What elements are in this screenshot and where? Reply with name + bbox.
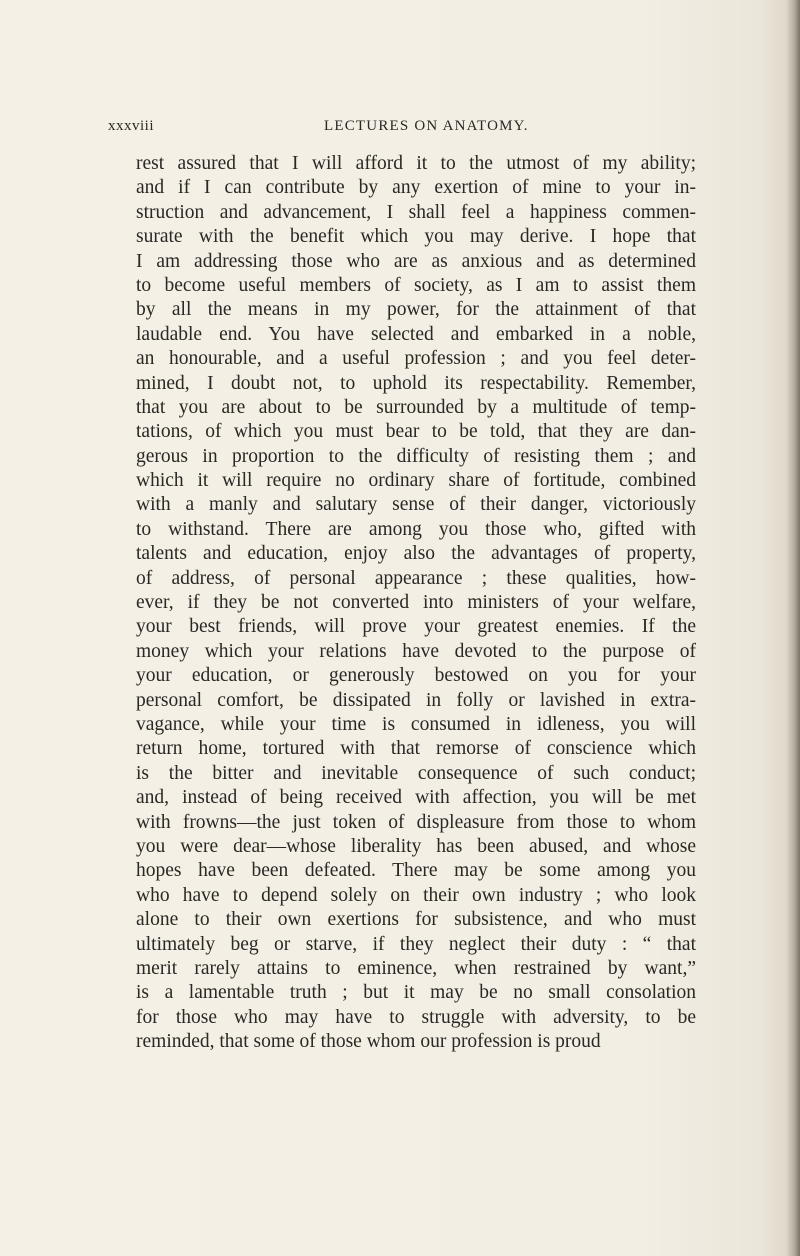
page-number: xxxviii (108, 118, 155, 134)
text-line: tations, of which you must bear to be told, that they are dan- (136, 421, 696, 443)
text-line: surate with the benefit which you may derive. I hope that (136, 226, 696, 248)
text-line: is the bitter and inevitable consequence of such conduct; (136, 762, 696, 784)
text-line: to become useful members of society, as I am to assist them (136, 274, 696, 296)
text-line: your education, or generously bestowed on you for your (136, 665, 696, 687)
text-line: gerous in proportion to the difficulty of resisting them ; and (136, 445, 696, 467)
text-line: your best friends, will prove your greatest enemies. If the (136, 616, 696, 638)
text-line: laudable end. You have selected and embarked in a noble, (136, 323, 696, 345)
text-line: vagance, while your time is consumed in idleness, you will (136, 713, 696, 735)
text-line: ever, if they be not converted into ministers of your welfare, (136, 592, 696, 614)
text-line: money which your relations have devoted to the purpose of (136, 640, 696, 662)
text-line: and if I can contribute by any exertion of mine to your in- (136, 177, 696, 199)
text-line: is a lamentable truth ; but it may be no small consolation (136, 982, 696, 1004)
running-title: LECTURES ON ANATOMY. (324, 118, 529, 134)
text-line: rest assured that I will afford it to the utmost of my ability; (136, 153, 696, 174)
text-line: who have to depend solely on their own industry ; who look (136, 884, 696, 906)
text-line: of address, of personal appearance ; these qualities, how- (136, 567, 696, 589)
text-line: personal comfort, be dissipated in folly or lavished in extra- (136, 689, 696, 711)
text-line: ultimately beg or starve, if they neglect their duty : “ that (136, 933, 696, 955)
page-edge-shadow (786, 0, 800, 1256)
text-line: I am addressing those who are as anxious and as determined (136, 250, 696, 272)
text-line: merit rarely attains to eminence, when restrained by want,” (136, 957, 696, 979)
text-line: hopes have been defeated. There may be some among you (136, 860, 696, 882)
text-line: an honourable, and a useful profession ; and you feel deter- (136, 348, 696, 370)
text-line: return home, tortured with that remorse of conscience which (136, 738, 696, 760)
text-line: by all the means in my power, for the attainment of that (136, 299, 696, 321)
running-head (108, 118, 708, 140)
text-line: alone to their own exertions for subsistence, and who must (136, 909, 696, 931)
text-line: with a manly and salutary sense of their danger, victoriously (136, 494, 696, 516)
text-line: which it will require no ordinary share of fortitude, combined (136, 470, 696, 492)
text-line: mined, I doubt not, to uphold its respectability. Remember, (136, 372, 696, 394)
text-line: you were dear—whose liberality has been abused, and whose (136, 835, 696, 857)
text-line: reminded, that some of those whom our profession is proud (136, 1031, 601, 1053)
text-line: to withstand. There are among you those who, gifted with (136, 518, 696, 540)
text-line: for those who may have to struggle with adversity, to be (136, 1006, 696, 1028)
body-text (136, 152, 696, 1054)
text-line: that you are about to be surrounded by a multitude of temp- (136, 396, 696, 418)
text-line: struction and advancement, I shall feel a happiness commen- (136, 201, 696, 223)
text-line: and, instead of being received with affection, you will be met (136, 787, 696, 809)
text-line: with frowns—the just token of displeasure from those to whom (136, 811, 696, 833)
text-line: talents and education, enjoy also the advantages of property, (136, 543, 696, 565)
